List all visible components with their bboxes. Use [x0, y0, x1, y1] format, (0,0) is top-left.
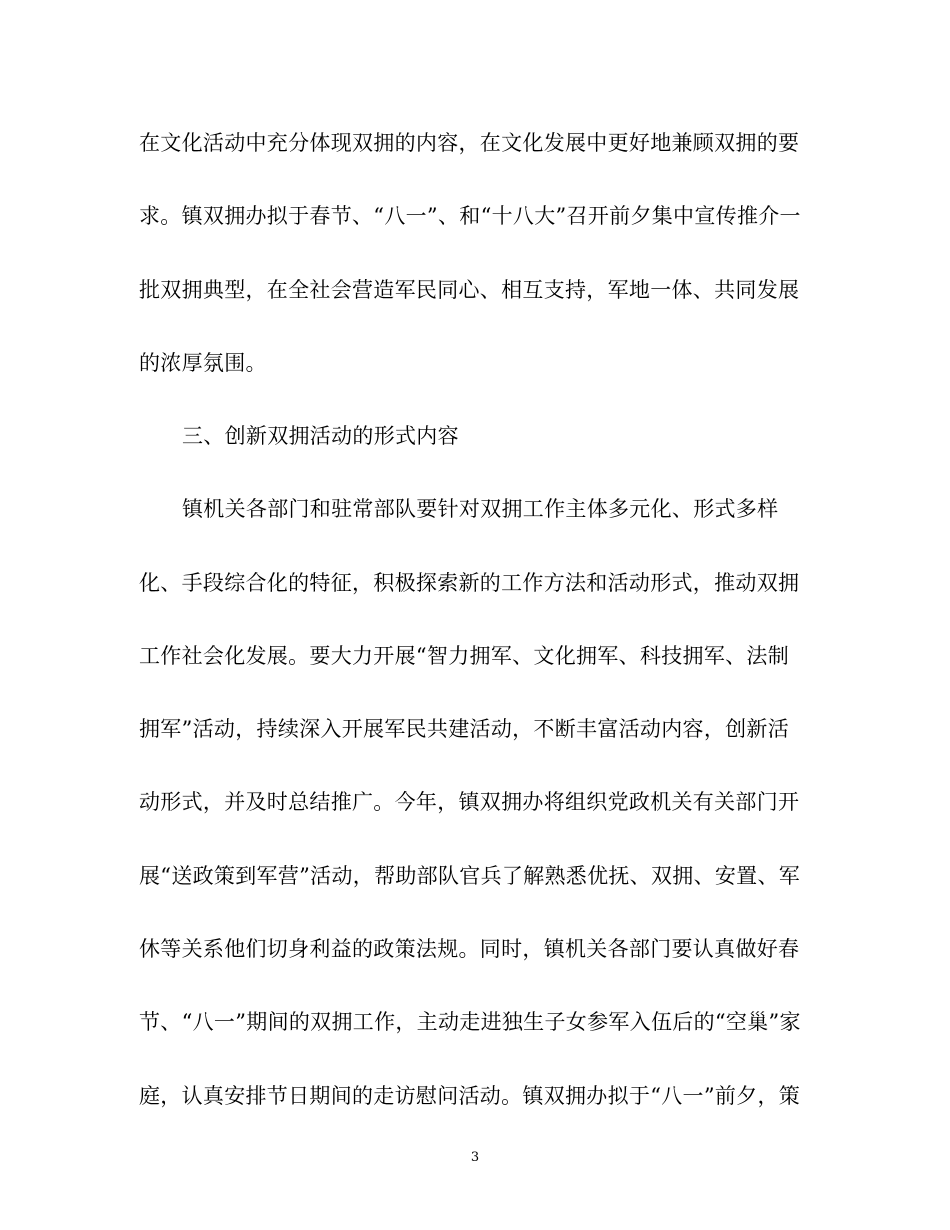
paragraph-line: 休等关系他们切身利益的政策法规。同时，镇机关各部门要认真做好春 [139, 937, 800, 961]
paragraph-line: 在文化活动中充分体现双拥的内容，在文化发展中更好地兼顾双拥的要 [139, 131, 800, 155]
paragraph-line: 的浓厚氛围。 [139, 351, 267, 375]
paragraph-line: 展“送政策到军营”活动，帮助部队官兵了解熟悉优抚、双拥、安置、军 [139, 864, 801, 888]
section-heading: 三、创新双拥活动的形式内容 [182, 424, 459, 448]
paragraph-line: 拥军”活动，持续深入开展军民共建活动，不断丰富活动内容，创新活 [139, 717, 790, 741]
paragraph-line: 化、手段综合化的特征，积极探索新的工作方法和活动形式，推动双拥 [139, 571, 800, 595]
paragraph-line: 节、“八一”期间的双拥工作，主动走进独生子女参军入伍后的“空巢”家 [139, 1010, 801, 1034]
paragraph-line: 庭，认真安排节日期间的走访慰问活动。镇双拥办拟于“八一”前夕，策 [139, 1084, 801, 1108]
paragraph-line: 动形式，并及时总结推广。今年，镇双拥办将组织党政机关有关部门开 [139, 790, 800, 814]
paragraph-line: 求。镇双拥办拟于春节、“八一”、和“十八大”召开前夕集中宣传推介一 [139, 204, 801, 228]
paragraph-line: 工作社会化发展。要大力开展“智力拥军、文化拥军、科技拥军、法制 [139, 644, 790, 668]
paragraph-line: 镇机关各部门和驻常部队要针对双拥工作主体多元化、形式多样 [182, 497, 779, 521]
paragraph-line: 批双拥典型，在全社会营造军民同心、相互支持，军地一体、共同发展 [139, 278, 800, 302]
page-number: 3 [470, 1150, 480, 1165]
